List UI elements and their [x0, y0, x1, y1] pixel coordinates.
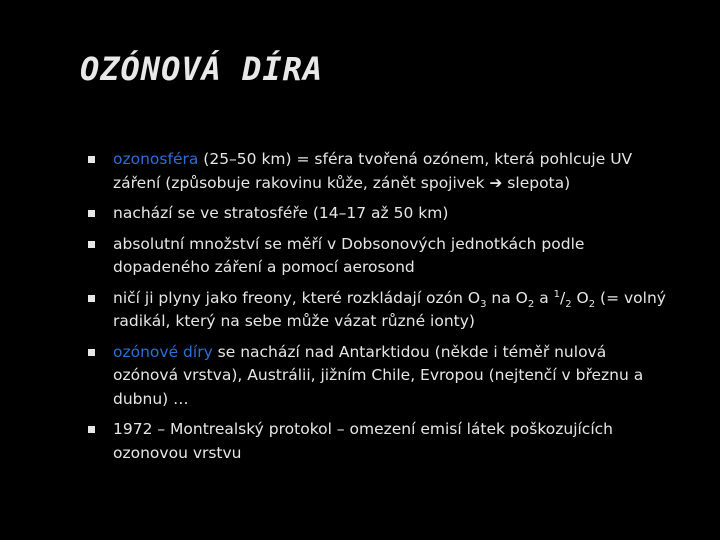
bullet-item-dobson	[86, 233, 676, 280]
slide-title: OZÓNOVÁ DÍRA	[80, 50, 324, 88]
bullet-item-stratosphere	[86, 202, 676, 226]
bullet-square-icon	[88, 241, 95, 248]
bullet-text: nachází se ve stratosféře (14–17 až 50 km)	[113, 204, 449, 222]
bullet-text: absolutní množství se měří v Dobsonových jednotkách podle dopadeného záření a pomocí aerosond	[113, 234, 585, 276]
bullet-text: (25–50 km) = sféra tvořená ozónem, která pohlcuje UV záření (způsobuje rakovinu kůže, zánět spojivek ➔ slepota)	[113, 150, 633, 192]
bullet-square-icon	[88, 349, 95, 356]
bullet-item-ozonosphere	[86, 148, 676, 195]
bullet-text: 1972 – Montrealský protokol – omezení emisí látek poškozujících ozonovou vrstvu	[113, 420, 613, 462]
bullet-square-icon	[88, 295, 95, 302]
bullet-square-icon	[88, 156, 95, 163]
bullet-text: ničí ji plyny jako freony, které rozkládají ozón $O_3$ na $O_2$ a $^1/_2$ $O_2$ (= volný radikál, který na sebe může vázat různé ionty)	[113, 288, 666, 330]
bullet-item-montreal	[86, 418, 676, 465]
bullet-square-icon	[88, 210, 95, 217]
highlight-term: ozónové díry	[113, 342, 213, 361]
bullet-list	[86, 148, 676, 472]
highlight-term: ozonosféra	[113, 150, 199, 168]
bullet-item-freons	[86, 287, 676, 334]
bullet-text: se nachází nad Antarktidou (někde i téměř nulová ozónová vrstva), Austrálii, jižním Chile, Evropou (nejtenčí v březnu a dubnu) …	[113, 342, 644, 408]
bullet-item-ozone-holes	[86, 341, 676, 412]
bullet-square-icon	[88, 426, 95, 433]
